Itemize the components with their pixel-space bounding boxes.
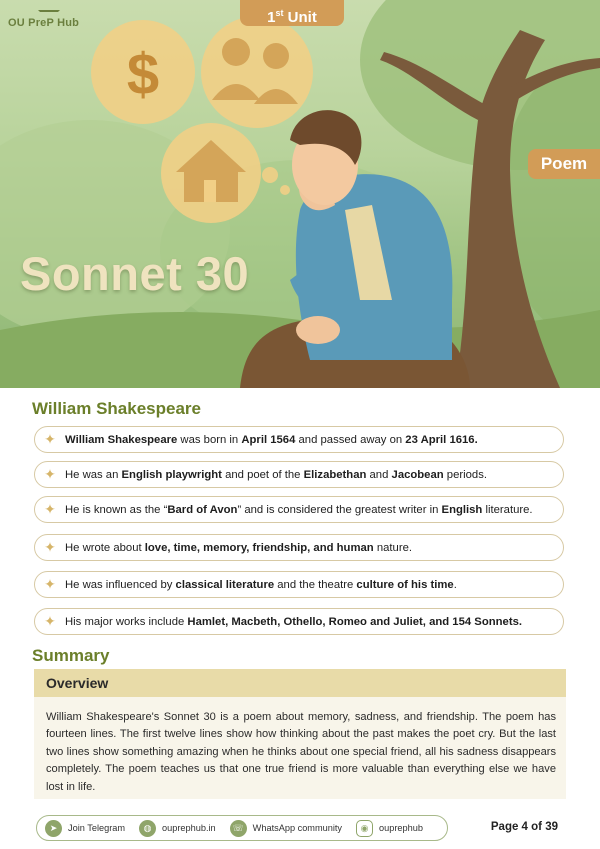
hero-illustration — [0, 0, 600, 388]
whatsapp-icon: ☏ — [230, 820, 247, 837]
fact-text — [65, 434, 478, 446]
whatsapp-label: WhatsApp community — [252, 823, 343, 833]
sparkle-icon: ✦ — [44, 539, 56, 555]
telegram-icon: ➤ — [45, 820, 62, 837]
globe-icon: ◍ — [139, 820, 156, 837]
sparkle-icon: ✦ — [44, 431, 56, 447]
fact-plain-text: literature. — [482, 503, 533, 516]
fact-bold-text: April 1564 — [241, 433, 296, 446]
poem-tag: Poem — [528, 149, 600, 179]
unit-number: 1 — [267, 9, 276, 26]
hero-title: Sonnet 30 — [20, 247, 250, 300]
sparkle-icon: ✦ — [44, 613, 56, 629]
svg-text:$: $ — [126, 42, 160, 107]
fact-bold-text: culture of his time — [356, 578, 454, 591]
fact-bold-text: Elizabethan — [303, 468, 367, 481]
fact-plain-text: He was an — [65, 468, 122, 481]
whatsapp-link[interactable] — [230, 820, 342, 837]
fact-plain-text: His major works include — [65, 615, 188, 628]
fact-item — [34, 608, 564, 635]
fact-bold-text: classical literature — [175, 578, 275, 591]
sparkle-icon: ✦ — [44, 466, 56, 482]
fact-plain-text: nature. — [373, 541, 412, 554]
fact-plain-text: and passed away on — [295, 433, 406, 446]
people-thought-icon — [201, 16, 313, 128]
fact-item — [34, 571, 564, 598]
brand-logo — [8, 10, 79, 29]
footer-links — [36, 815, 448, 841]
telegram-label: Join Telegram — [68, 823, 126, 833]
fact-text — [65, 579, 457, 591]
unit-tag — [240, 0, 344, 26]
fact-bold-text: Jacobean — [391, 468, 444, 481]
fact-item — [34, 534, 564, 561]
unit-word: Unit — [283, 9, 317, 26]
unit-ordinal: st — [275, 8, 284, 18]
fact-item — [34, 426, 564, 453]
website-link[interactable] — [139, 820, 216, 837]
fact-bold-text: love, time, memory, friendship, and human — [144, 541, 374, 554]
fact-text — [65, 469, 487, 481]
fact-plain-text: . — [453, 578, 457, 591]
graduation-cap-icon — [38, 10, 60, 17]
fact-bold-text: English playwright — [121, 468, 222, 481]
fact-bold-text: Hamlet, Macbeth, Othello, Romeo and Juliet, and 154 Sonnets. — [187, 615, 522, 628]
page-number: Page 4 of 39 — [490, 821, 558, 833]
brand-name: OU PreP Hub — [8, 17, 80, 29]
hero-banner — [0, 0, 600, 388]
fact-item — [34, 461, 564, 488]
fact-plain-text: and the theatre — [274, 578, 357, 591]
instagram-label: ouprephub — [379, 823, 423, 833]
author-heading: William Shakespeare — [32, 399, 201, 418]
instagram-link[interactable] — [356, 820, 423, 837]
fact-text — [65, 542, 412, 554]
dollar-thought-icon — [91, 20, 195, 124]
fact-plain-text: was born in — [177, 433, 242, 446]
fact-bold-text: 23 April 1616. — [405, 433, 478, 446]
sparkle-icon: ✦ — [44, 576, 56, 592]
fact-bold-text: Bard of Avon — [167, 503, 238, 516]
overview-text: William Shakespeare's Sonnet 30 is a poem about memory, sadness, and friendship. The poem has fourteen lines. The first twelve lines show how thinking about the past makes the poet cry. But the last two lines show something amazing when he thinks about one special friend, all his sadness disappears completely. The poem teaches us that one true friend is more valuable than everything else we have lost in life. — [34, 697, 566, 799]
fact-plain-text: and — [366, 468, 392, 481]
fact-plain-text: He was influenced by — [65, 578, 176, 591]
fact-plain-text: He wrote about — [65, 541, 145, 554]
fact-text — [65, 616, 522, 628]
sparkle-icon: ✦ — [44, 501, 56, 517]
telegram-link[interactable] — [45, 820, 125, 837]
fact-item — [34, 496, 564, 523]
overview-heading: Overview — [34, 669, 566, 697]
fact-text — [65, 504, 533, 516]
fact-plain-text: He is known as the “ — [65, 503, 168, 516]
fact-bold-text: English — [441, 503, 483, 516]
fact-plain-text: and poet of the — [221, 468, 304, 481]
instagram-icon: ◉ — [356, 820, 373, 837]
website-label: ouprephub.in — [162, 823, 216, 833]
summary-heading: Summary — [32, 646, 110, 665]
fact-bold-text: William Shakespeare — [65, 433, 178, 446]
fact-plain-text: periods. — [443, 468, 487, 481]
house-thought-icon — [161, 123, 261, 223]
fact-plain-text: ” and is considered the greatest writer in — [237, 503, 442, 516]
